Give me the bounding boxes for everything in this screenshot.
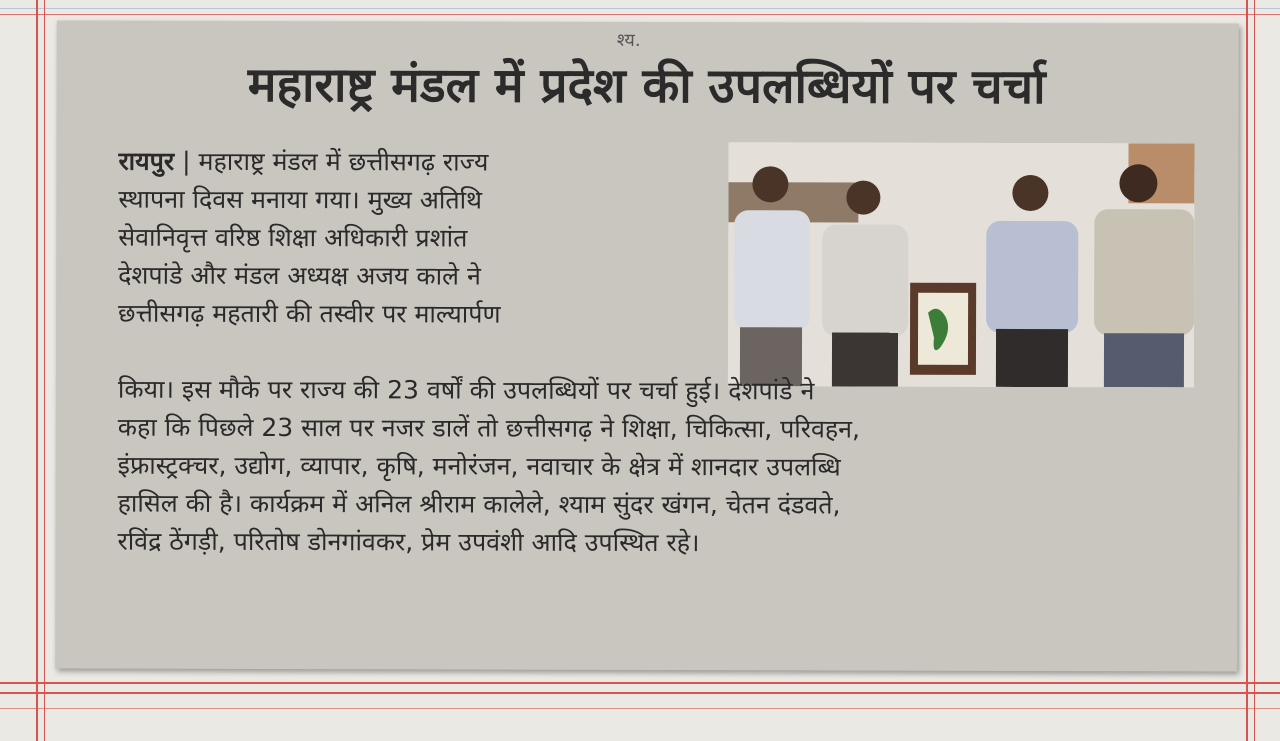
framed-picture (910, 283, 976, 375)
news-photo (728, 142, 1195, 387)
article-line-8: इंफ्रास्ट्रक्चर, उद्योग, व्यापार, कृषि, मनोरंजन, नवाचार के क्षेत्र में शानदार उपलब्धि (117, 450, 841, 482)
article-line-7: कहा कि पिछले 23 साल पर नजर डालें तो छत्तीसगढ़ ने शिक्षा, चिकित्सा, परिवहन, (117, 412, 861, 444)
article-line-3: सेवानिवृत्त वरिष्ठ शिक्षा अधिकारी प्रशांत (118, 222, 468, 253)
news-photo-illustration (728, 142, 1195, 387)
article-line-10: रविंद्र ठेंगड़ी, परितोष डोनगांवकर, प्रेम उपवंशी आदि उपस्थित रहे। (117, 526, 700, 558)
dateline-separator: | (182, 146, 191, 176)
article-line-1 (118, 143, 501, 182)
newspaper-clipping (55, 20, 1239, 671)
dateline: रायपुर (118, 146, 175, 176)
article-line-9: हासिल की है। कार्यक्रम में अनिल श्रीराम कालेले, श्याम सुंदर खंगन, चेतन दंडवते, (117, 488, 841, 520)
paper-red-margin-right-1 (1246, 0, 1248, 741)
paper-red-rule-top (0, 14, 1280, 15)
paper-red-rule-bottom-1 (0, 682, 1280, 684)
paper-red-margin-left-1 (36, 0, 38, 741)
article-full-text (117, 371, 860, 563)
paper-red-margin-right-2 (1254, 0, 1255, 741)
article-column-text (118, 143, 501, 334)
article-text: महाराष्ट्र मंडल में छत्तीसगढ़ राज्य (198, 146, 489, 177)
paper-red-rule-bottom-2 (0, 692, 1280, 694)
article-line-2: स्थापना दिवस मनाया गया। मुख्य अतिथि (118, 184, 483, 215)
headline: महाराष्ट्र मंडल में प्रदेश की उपलब्धियों पर चर्चा (247, 56, 1046, 116)
paper-red-margin-left-2 (44, 0, 45, 741)
article-line-4: देशपांडे और मंडल अध्यक्ष अजय काले ने (118, 260, 481, 291)
paper-blue-line (0, 8, 1280, 9)
article-line-6: किया। इस मौके पर राज्य की 23 वर्षों की उपलब्धियों पर चर्चा हुई। देशपांडे ने (117, 374, 815, 406)
paper-red-rule-bottom-3 (0, 708, 1280, 709)
article-line-5: छत्तीसगढ़ महतारी की तस्वीर पर माल्यार्पण (118, 298, 501, 329)
clipping-top-fragment: श्य. (616, 29, 641, 51)
